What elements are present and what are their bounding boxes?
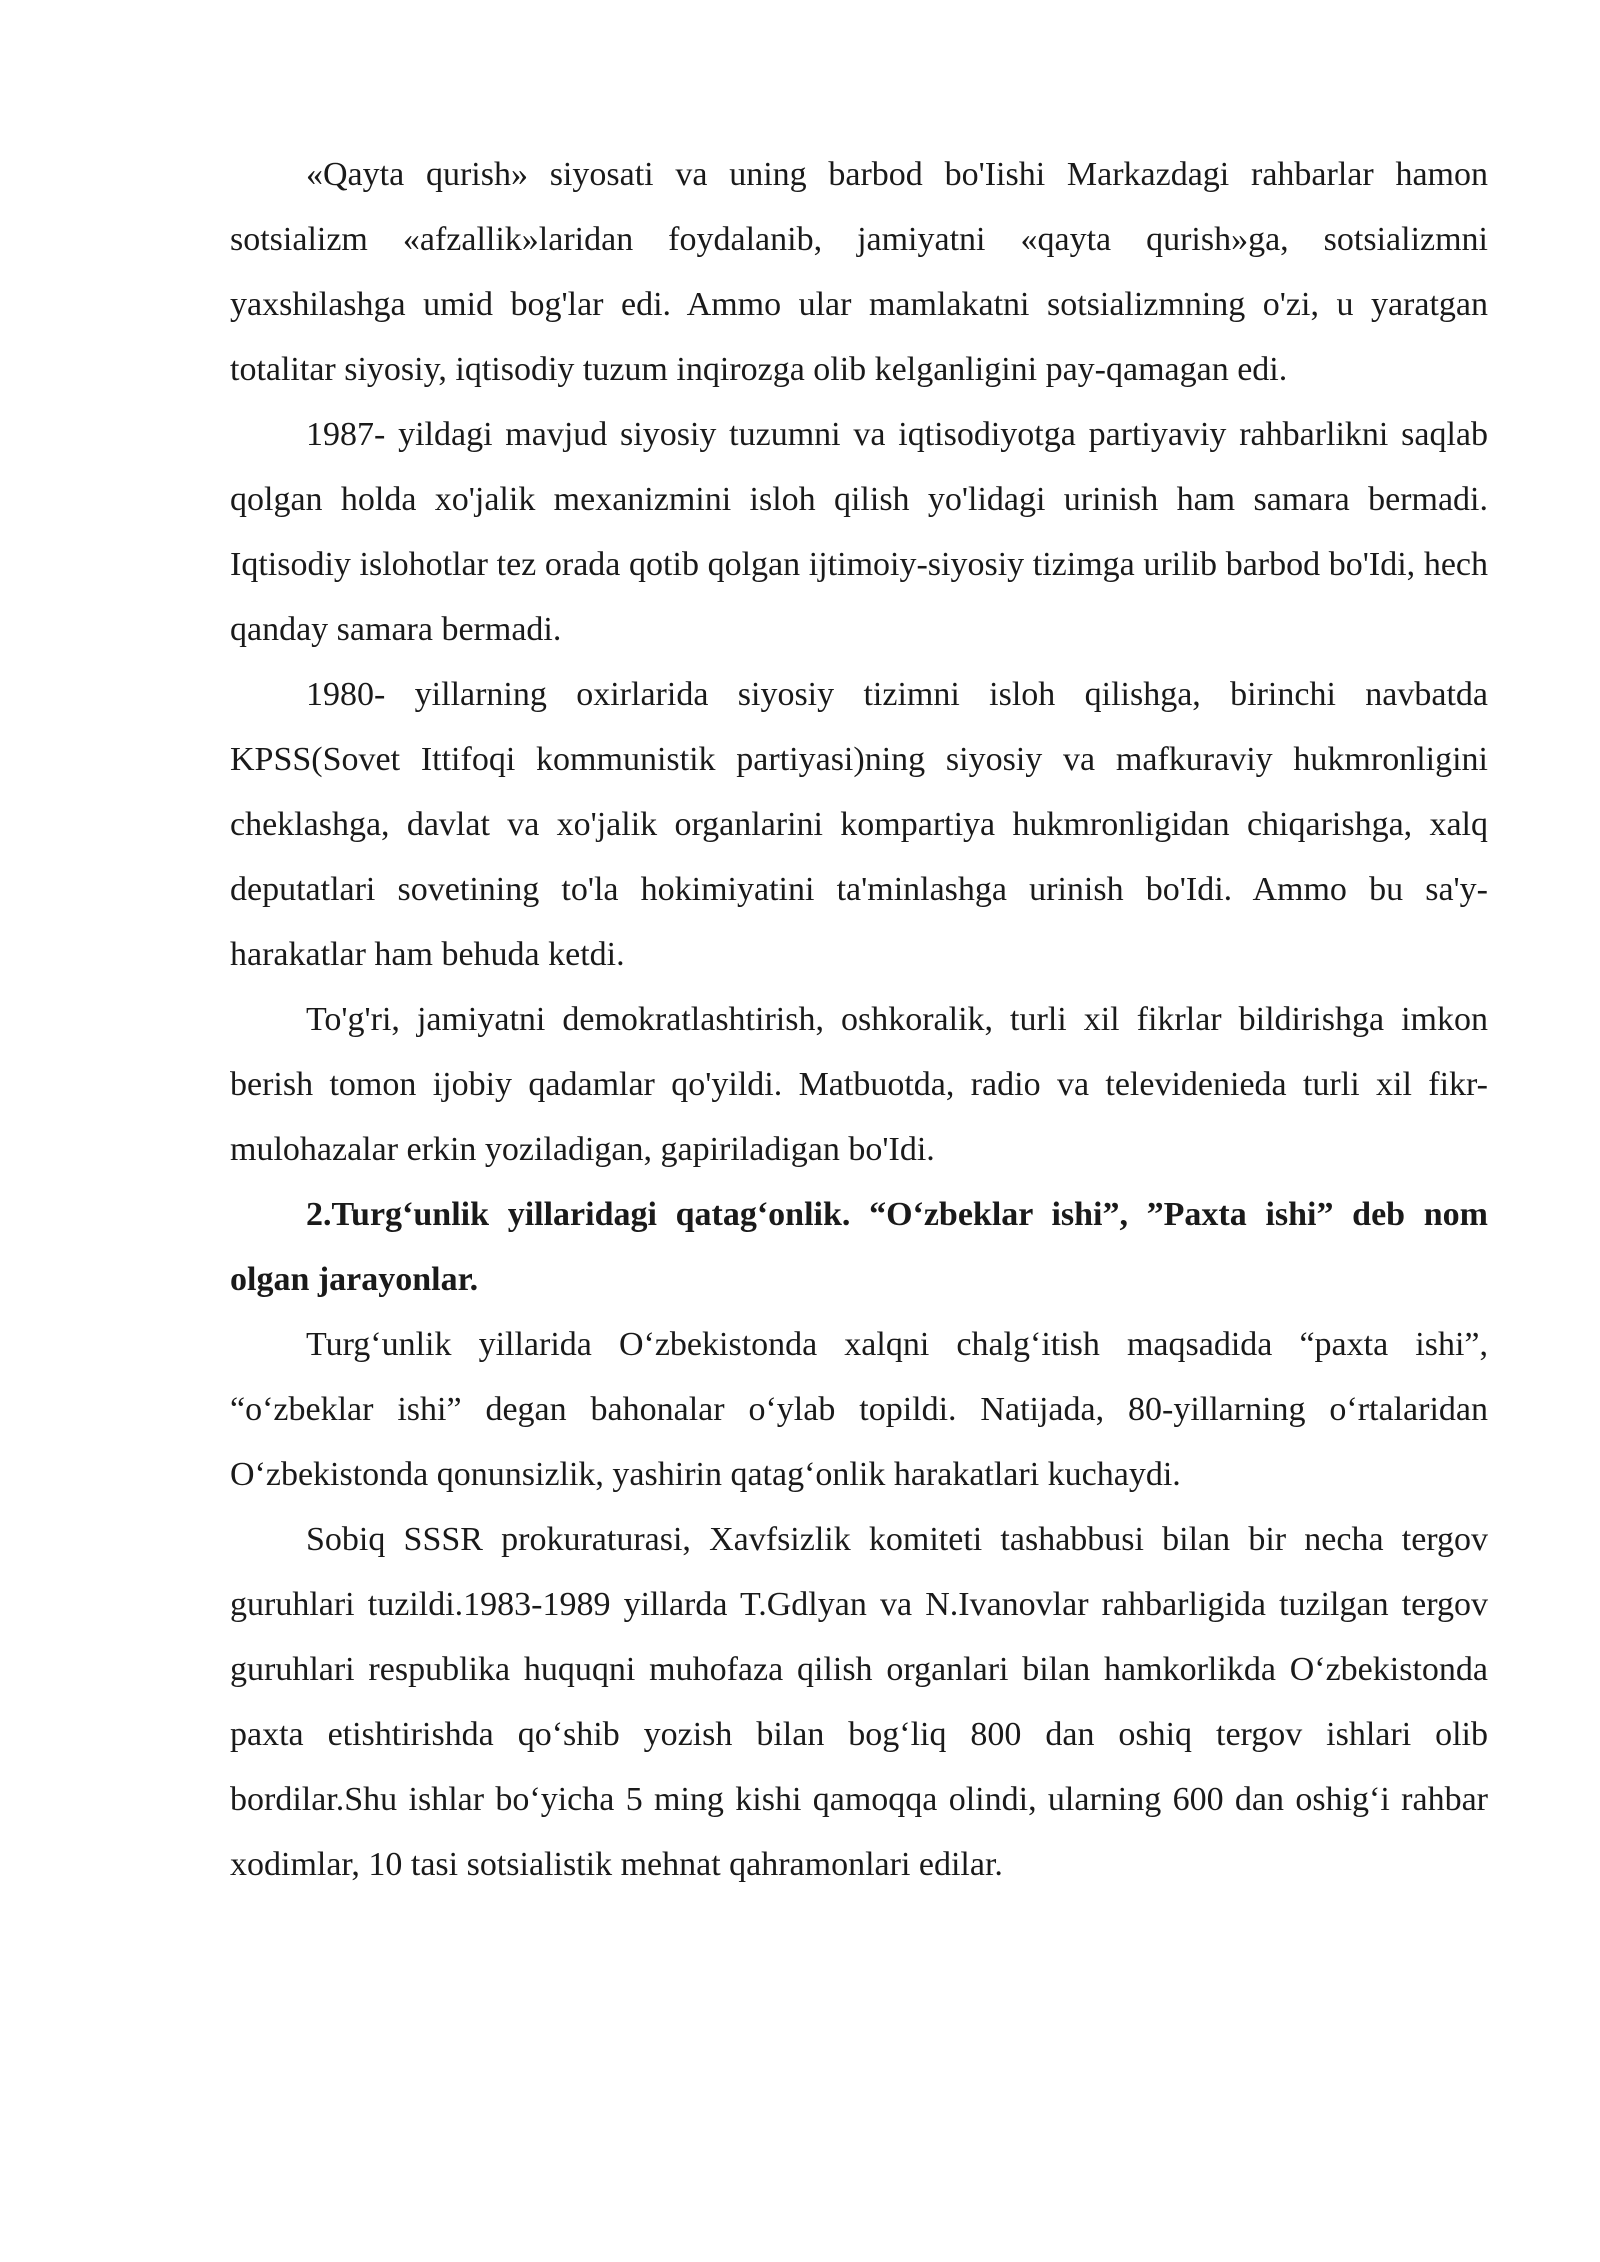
paragraph-1980: 1980- yillarning oxirlarida siyosiy tizimni isloh qilishga, birinchi navbatda KPSS(Sovet Ittifoqi kommunistik partiyasi)ning siyosiy va mafkuraviy hukmronligini cheklashga, davlat va xo'jalik organlarini kompartiya hukmronligidan chiqarishga, xalq deputatlari sovetining to'la hokimiyatini ta'minlashga urinish bo'Idi. Ammo bu sa'y-harakatlar ham behuda ketdi. [230, 676, 1488, 973]
paragraph-turgunlik: Turg‘unlik yillarida O‘zbekistonda xalqni chalg‘itish maqsadida “paxta ishi”, “o‘zbeklar ishi” degan bahonalar o‘ylab topildi. Natijada, 80-yillarning o‘rtalaridan O‘zbekistonda qonunsizlik, yashirin qatag‘onlik harakatlari kuchaydi. [230, 1326, 1488, 1493]
section-heading: 2.Turg‘unlik yillaridagi qatag‘onlik. “O‘zbeklar ishi”, ”Paxta ishi” deb nom olgan jarayonlar. [230, 1196, 1488, 1298]
paragraph-1987: 1987- yildagi mavjud siyosiy tuzumni va iqtisodiyotga partiyaviy rahbarlikni saqlab qolgan holda xo'jalik mexanizmini isloh qilish yo'lidagi urinish ham samara bermadi. Iqtisodiy islohotlar tez orada qotib qolgan ijtimoiy-siyosiy tizimga urilib barbod bo'Idi, hech qanday samara bermadi. [230, 416, 1488, 648]
paragraph-qayta-qurish: «Qayta qurish» siyosati va uning barbod bo'Iishi Markazdagi rahbarlar hamon sotsializm «afzallik»laridan foydalanib, jamiyatni «qayta qurish»ga, sotsializmni yaxshilashga umid bog'lar edi. Ammo ular mamlakatni sotsializmning o'zi, u yaratgan totalitar siyosiy, iqtisodiy tuzum inqirozga olib kelganligini pay-qamagan edi. [230, 156, 1488, 388]
document-body [230, 142, 1488, 1897]
paragraph-sobiq-sssr: Sobiq SSSR prokuraturasi, Xavfsizlik komiteti tashabbusi bilan bir necha tergov guruhlari tuzildi.1983-1989 yillarda T.Gdlyan va N.Ivanovlar rahbarligida tuzilgan tergov guruhlari respublika huquqni muhofaza qilish organlari bilan hamkorlikda O‘zbekistonda paxta etishtirishda qo‘shib yozish bilan bog‘liq 800 dan oshiq tergov ishlari olib bordilar.Shu ishlar bo‘yicha 5 ming kishi qamoqqa olindi, ularning 600 dan oshig‘i rahbar xodimlar, 10 tasi sotsialistik mehnat qahramonlari edilar. [230, 1521, 1488, 1883]
paragraph-demokratlashtirish: To'g'ri, jamiyatni demokratlashtirish, oshkoralik, turli xil fikrlar bildirishga imkon berish tomon ijobiy qadamlar qo'yildi. Matbuotda, radio va televidenieda turli xil fikr-mulohazalar erkin yoziladigan, gapiriladigan bo'Idi. [230, 1001, 1488, 1168]
